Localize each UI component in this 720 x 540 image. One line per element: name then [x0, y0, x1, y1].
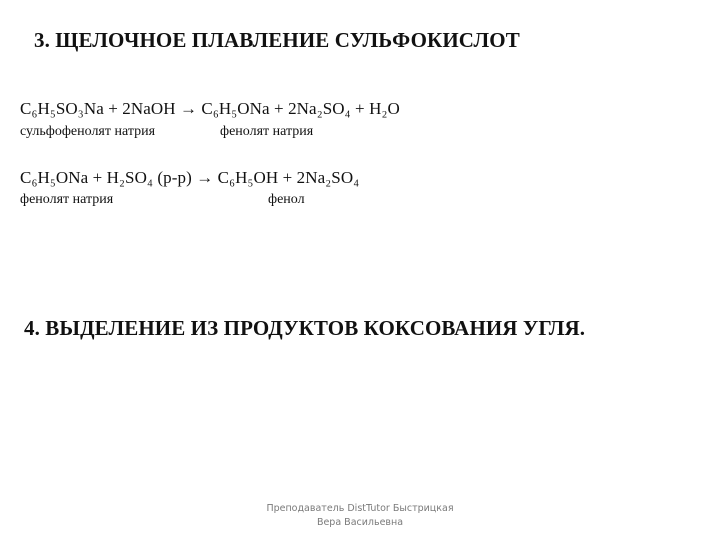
caption-sodium-phenolate: фенолят натрия: [220, 124, 314, 139]
footer-line-1: Преподаватель DistTutor Быстрицкая: [266, 503, 454, 514]
section-4-heading: 4. ВЫДЕЛЕНИЕ ИЗ ПРОДУКТОВ КОКСОВАНИЯ УГЛЯ.: [24, 316, 586, 340]
caption-phenol: фенол: [268, 192, 305, 207]
footer-line-2: Вера Васильевна: [316, 517, 404, 528]
footer-author: [230, 502, 490, 530]
section-3-heading: 3. ЩЕЛОЧНОЕ ПЛАВЛЕНИЕ СУЛЬФОКИСЛОТ: [34, 28, 520, 52]
equation-acidification: C₆H₅ONa + H₂SO₄ (р-р) → C₆H₅OH + 2Na₂SO₄: [20, 168, 360, 187]
caption-sodium-phenolate-2: фенолят натрия: [20, 192, 114, 207]
caption-sodium-sulfophenolate: сульфофенолят натрия: [20, 124, 156, 139]
equation-alkali-fusion: C₆H₅SO₃Na + 2NaOH → C₆H₅ONa + 2Na₂SO₄ + H₂O: [20, 99, 400, 118]
